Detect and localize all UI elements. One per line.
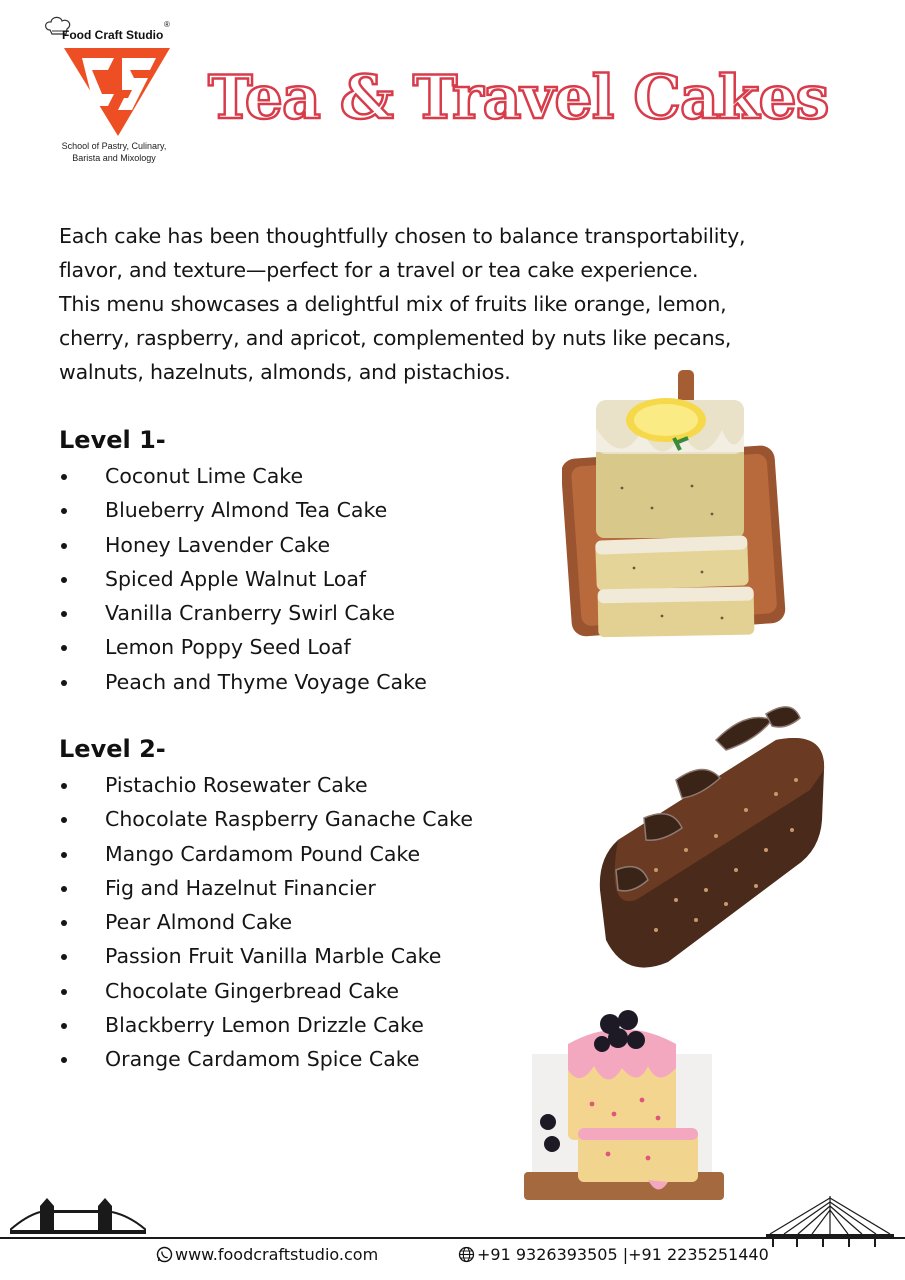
lemon-loaf-image <box>562 368 786 644</box>
website-link[interactable]: www.foodcraftstudio.com <box>175 1245 379 1264</box>
footer-phone <box>458 1242 769 1268</box>
list-item: Vanilla Cranberry Swirl Cake <box>59 596 427 630</box>
sea-link-bridge-icon <box>766 1194 894 1252</box>
intro-line: walnuts, hazelnuts, almonds, and pistachios. <box>59 360 511 384</box>
footer-website <box>156 1242 378 1268</box>
intro-line: This menu showcases a delightful mix of fruits like orange, lemon, <box>59 292 727 316</box>
list-item: Coconut Lime Cake <box>59 459 427 493</box>
list-item: Orange Cardamom Spice Cake <box>59 1042 473 1076</box>
fcs-logo-mark-icon <box>62 44 172 138</box>
brand-name: Food Craft Studio <box>62 28 164 42</box>
list-item: Passion Fruit Vanilla Marble Cake <box>59 939 473 973</box>
list-item: Chocolate Gingerbread Cake <box>59 974 473 1008</box>
intro-line: flavor, and texture—perfect for a travel or tea cake experience. <box>59 258 699 282</box>
tower-bridge-icon <box>10 1198 146 1240</box>
footer-divider <box>0 1237 905 1239</box>
brand-tagline: School of Pastry, Culinary, Barista and Mixology <box>61 141 167 163</box>
list-item: Lemon Poppy Seed Loaf <box>59 630 427 664</box>
phone-numbers[interactable]: +91 9326393505 |+91 2235251440 <box>477 1245 769 1264</box>
registered-mark: ® <box>164 20 170 29</box>
chocolate-cake-image <box>596 700 830 970</box>
level-2-list <box>59 768 473 1077</box>
level-1-heading: Level 1- <box>59 426 166 454</box>
intro-line: Each cake has been thoughtfully chosen to balance transportability, <box>59 224 746 248</box>
intro-paragraph <box>59 219 859 389</box>
list-item: Honey Lavender Cake <box>59 528 427 562</box>
whatsapp-icon <box>156 1246 173 1263</box>
list-item: Mango Cardamom Pound Cake <box>59 837 473 871</box>
list-item: Chocolate Raspberry Ganache Cake <box>59 802 473 836</box>
blackberry-loaf-image <box>518 1004 726 1204</box>
list-item: Blueberry Almond Tea Cake <box>59 493 427 527</box>
level-2-heading: Level 2- <box>59 735 166 763</box>
globe-icon <box>458 1246 475 1263</box>
level-1-list <box>59 459 427 699</box>
list-item: Spiced Apple Walnut Loaf <box>59 562 427 596</box>
list-item: Blackberry Lemon Drizzle Cake <box>59 1008 473 1042</box>
list-item: Peach and Thyme Voyage Cake <box>59 665 427 699</box>
list-item: Fig and Hazelnut Financier <box>59 871 473 905</box>
brand-logo <box>44 14 184 166</box>
list-item: Pear Almond Cake <box>59 905 473 939</box>
intro-line: cherry, raspberry, and apricot, complemented by nuts like pecans, <box>59 326 732 350</box>
list-item: Pistachio Rosewater Cake <box>59 768 473 802</box>
page-title: Tea & Travel Cakes <box>208 63 829 133</box>
